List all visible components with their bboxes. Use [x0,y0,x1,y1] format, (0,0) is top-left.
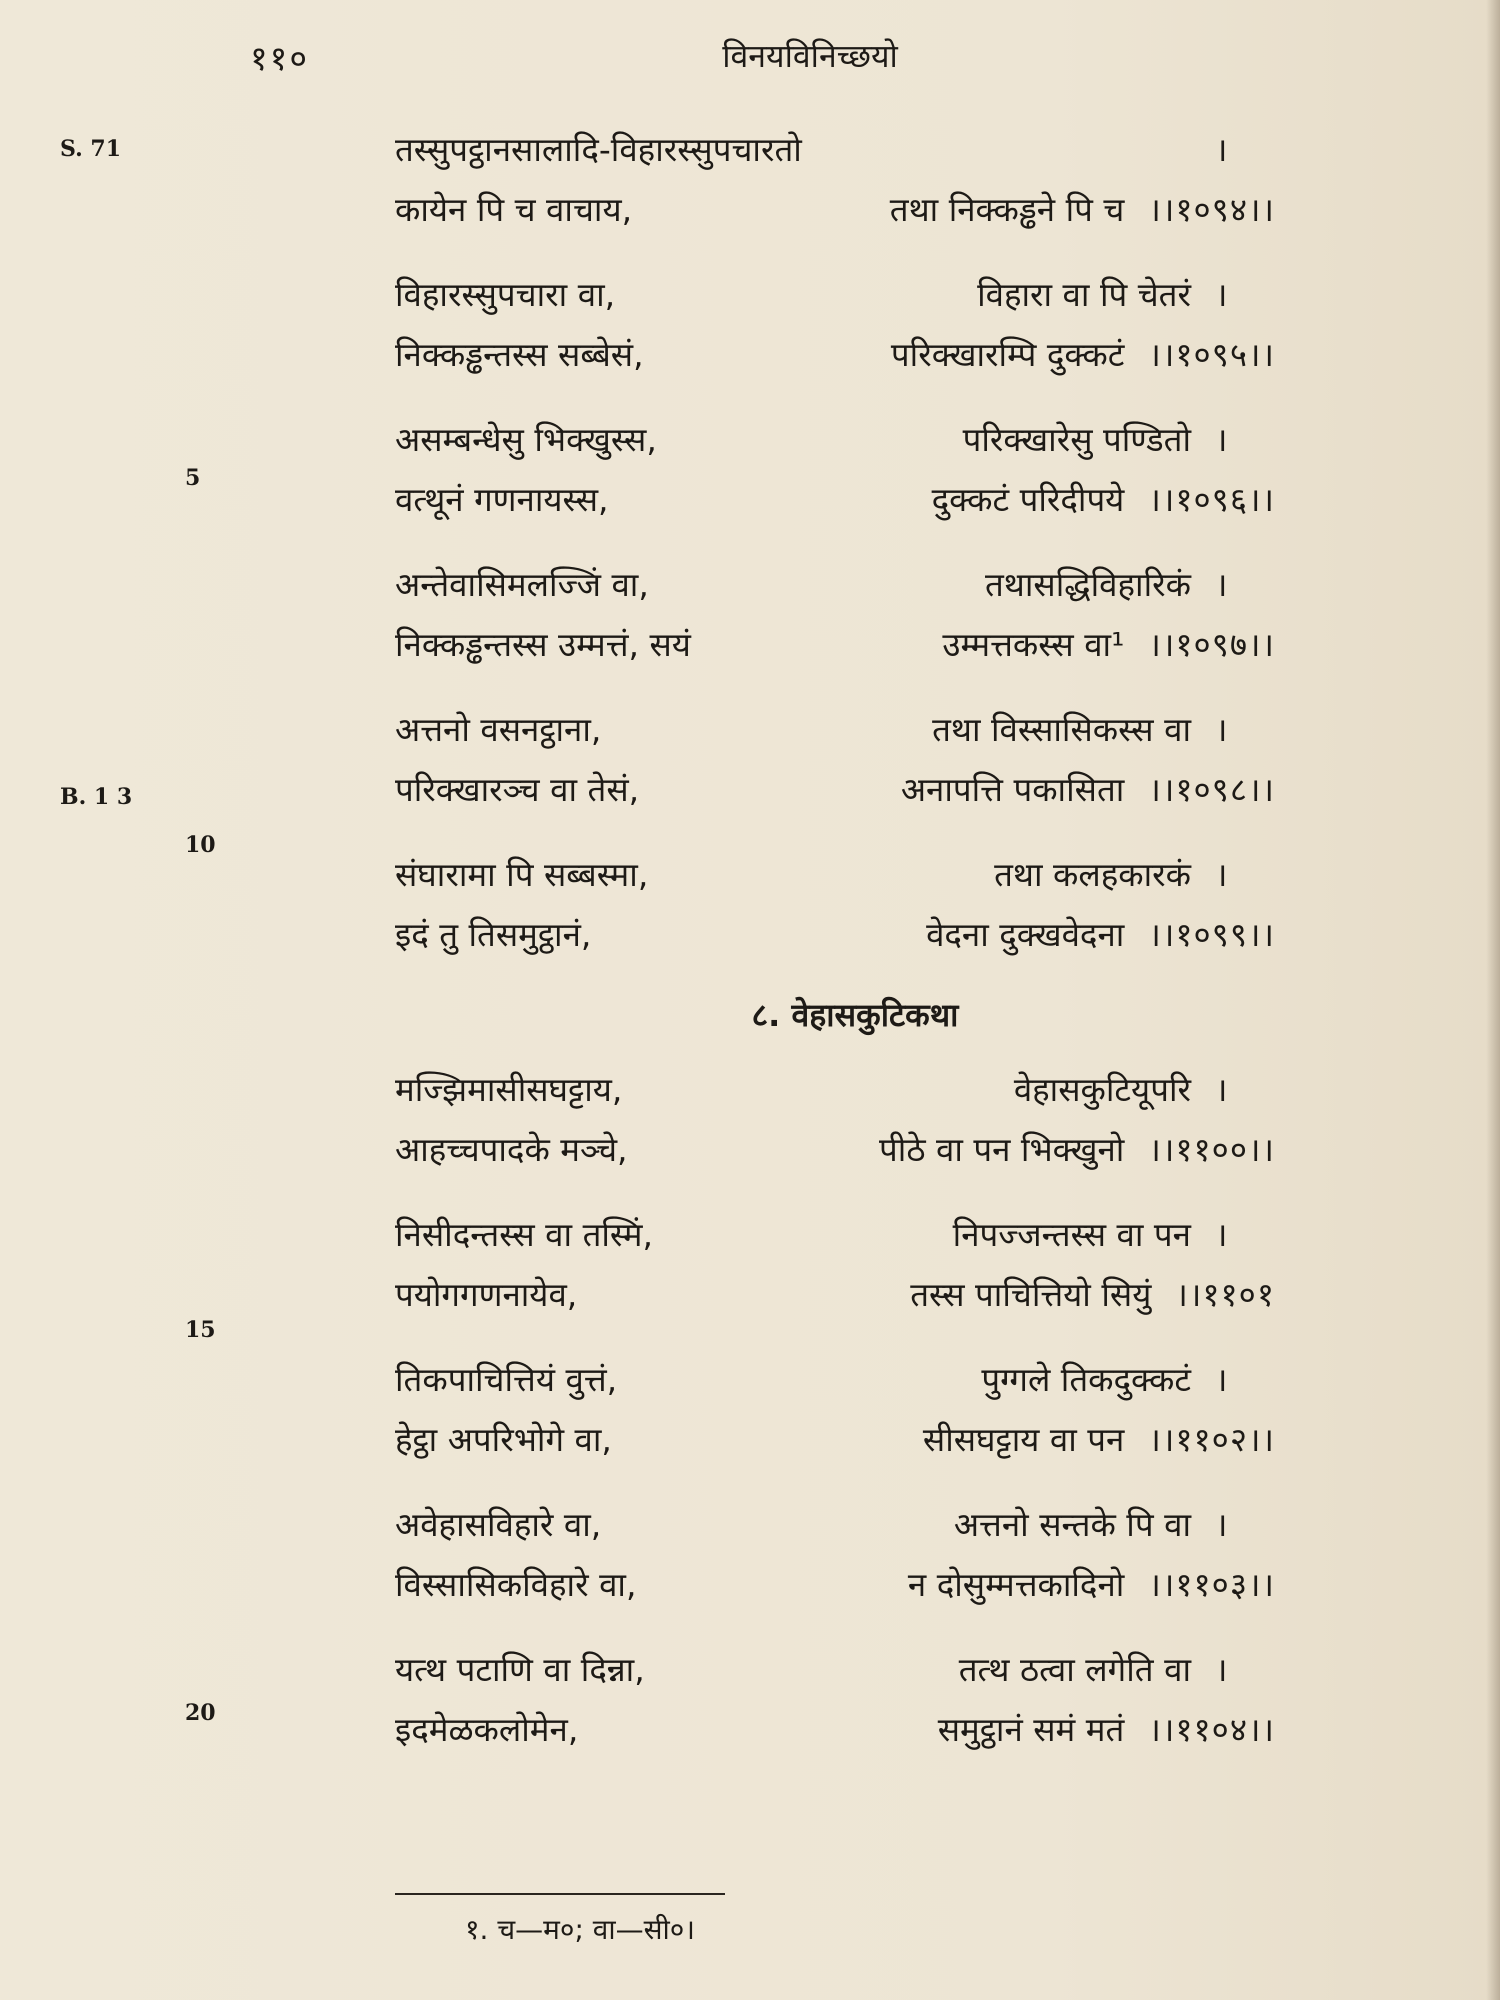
verse-half: वत्थूनं गणनायस्स, [395,480,609,519]
verse-half: अत्तनो सन्तके पि वा [953,1505,1191,1544]
stanza-1103 [395,1495,1275,1640]
margin-ref-s71: S. 71 [60,136,122,162]
verse-half: यत्थ पटाणि वा दिन्ना, [395,1650,645,1689]
verse-half: समुट्ठानं समं मतं [937,1710,1125,1749]
verse-line [395,1410,1275,1470]
verse-half: तस्स पाचित्तियो सियुं [910,1275,1152,1314]
danda-mark: । [1215,130,1228,169]
page-header [0,28,1500,78]
verse-half: पुग्गले तिकदुक्कटं [981,1360,1191,1399]
verse-line [395,265,1275,325]
verse-line [395,120,1275,180]
verse-half: परिक्खारेसु पण्डितो [962,420,1191,459]
verse-half: इदमेळकलोमेन, [395,1710,579,1749]
verse-half: उम्मत्तकस्स वा¹ [942,625,1125,664]
verse-half: विहारस्सुपचारा वा, [395,275,616,314]
verse-line [395,1120,1275,1180]
danda-mark: । [1215,1215,1228,1254]
verse-number: ।।११०१ [1175,1275,1275,1314]
verse-half: असम्बन्धेसु भिक्खुस्स, [395,420,657,459]
verse-half: अवेहासविहारे वा, [395,1505,602,1544]
verse-half: आहच्चपादके मञ्चे, [395,1130,628,1169]
line-number-15: 15 [185,1317,216,1343]
stanza-1098 [395,700,1275,845]
danda-mark: । [1215,855,1228,894]
page-number: ११० [250,39,310,79]
verse-line [395,470,1275,530]
verse-half: संघारामा पि सब्बस्मा, [395,855,649,894]
verse-line [395,1265,1275,1325]
stanza-1097 [395,555,1275,700]
verse-number: ।।१०९५।। [1148,335,1275,374]
verse-half: तस्सुपट्ठानसालादि-विहारस्सुपचारतो [395,130,802,169]
verse-half: तथासद्धिविहारिकं [984,565,1191,604]
danda-mark: । [1215,1070,1228,1109]
verse-line [395,1060,1275,1120]
verse-number: ।।११०३।। [1148,1565,1275,1604]
verse-half: तथा विस्सासिकस्स वा [932,710,1191,749]
verse-half: न दोसुम्मत्तकादिनो [907,1565,1125,1604]
verse-half: इदं तु तिसमुट्ठानं, [395,915,592,954]
verse-line [395,845,1275,905]
verse-line [395,1555,1275,1615]
verse-line [395,1350,1275,1410]
verse-half: तथा कलहकारकं [994,855,1191,894]
verse-line [395,1205,1275,1265]
verse-half: विस्सासिकविहारे वा, [395,1565,637,1604]
verse-line [395,615,1275,675]
danda-mark: । [1215,710,1228,749]
verse-half: वेहासकुटियूपरि [1013,1070,1191,1109]
section-heading: ८. वेहासकुटिकथा [751,996,959,1034]
verse-half: परिक्खारञ्च वा तेसं, [395,770,640,809]
verse-half: वेदना दुक्खवेदना [926,915,1125,954]
verse-line [395,325,1275,385]
stanza-1101 [395,1205,1275,1350]
stanza-1104 [395,1640,1275,1785]
verse-half: हेट्ठा अपरिभोगे वा, [395,1420,612,1459]
danda-mark: । [1215,420,1228,459]
stanza-1094 [395,120,1275,265]
verse-number: ।।११०४।। [1148,1710,1275,1749]
danda-mark: । [1215,1650,1228,1689]
verse-line [395,760,1275,820]
verse-line [395,555,1275,615]
stanza-1102 [395,1350,1275,1495]
line-number-5: 5 [185,465,201,491]
margin-ref-b13: B. 1 3 [60,784,133,810]
verse-half: कायेन पि च वाचाय, [395,190,633,229]
verse-number: ।।१०९९।। [1148,915,1275,954]
verse-half: अन्तेवासिमलज्जिं वा, [395,565,649,604]
verse-half: अनापत्ति पकासिता [900,770,1125,809]
verse-half: तत्थ ठत्वा लगेति वा [958,1650,1191,1689]
spine-shadow [1486,0,1500,2000]
verse-line [395,700,1275,760]
verse-line [395,1640,1275,1700]
stanza-1095 [395,265,1275,410]
verse-half: तिकपाचित्तियं वुत्तं, [395,1360,618,1399]
danda-mark: । [1215,1505,1228,1544]
verse-half: निक्कड्ढन्तस्स सब्बेसं, [395,335,644,374]
verse-half: पीठे वा पन भिक्खुनो [879,1130,1125,1169]
verse-number: ।।१०९६।। [1148,480,1275,519]
verse-half: निसीदन्तस्स वा तस्मिं, [395,1215,653,1254]
verse-column [395,120,1275,1785]
verse-number: ।।१०९७।। [1148,625,1275,664]
verse-half: निपज्जन्तस्स वा पन [952,1215,1191,1254]
verse-line [395,905,1275,965]
verse-half: पयोगगणनायेव, [395,1275,578,1314]
stanza-1100 [395,1060,1275,1205]
verse-half: अत्तनो वसनट्ठाना, [395,710,602,749]
verse-line [395,1495,1275,1555]
verse-half: मज्झिमासीसघट्टाय, [395,1070,623,1109]
footnote: १. च—म०; वा—सी०। [465,1913,695,1946]
stanza-1099 [395,845,1275,990]
running-title: विनयविनिच्छयो [722,37,898,75]
line-number-10: 10 [185,832,216,858]
line-number-20: 20 [185,1700,216,1726]
verse-line [395,410,1275,470]
verse-number: ।।१०९८।। [1148,770,1275,809]
verse-number: ।।११००।। [1148,1130,1275,1169]
verse-half: तथा निक्कड्ढने पि च [889,190,1125,229]
verse-half: विहारा वा पि चेतरं [977,275,1191,314]
danda-mark: । [1215,565,1228,604]
verse-line [395,1700,1275,1760]
danda-mark: । [1215,1360,1228,1399]
verse-number: ।।१०९४।। [1148,190,1275,229]
verse-half: परिक्खारम्पि दुक्कटं [890,335,1125,374]
footnote-rule [395,1893,725,1895]
verse-half: दुक्कटं परिदीपये [931,480,1125,519]
verse-half: निक्कड्ढन्तस्स उम्मत्तं, सयं [395,625,691,664]
danda-mark: । [1215,275,1228,314]
verse-number: ।।११०२।। [1148,1420,1275,1459]
verse-half: सीसघट्टाय वा पन [922,1420,1125,1459]
verse-line [395,180,1275,240]
stanza-1096 [395,410,1275,555]
